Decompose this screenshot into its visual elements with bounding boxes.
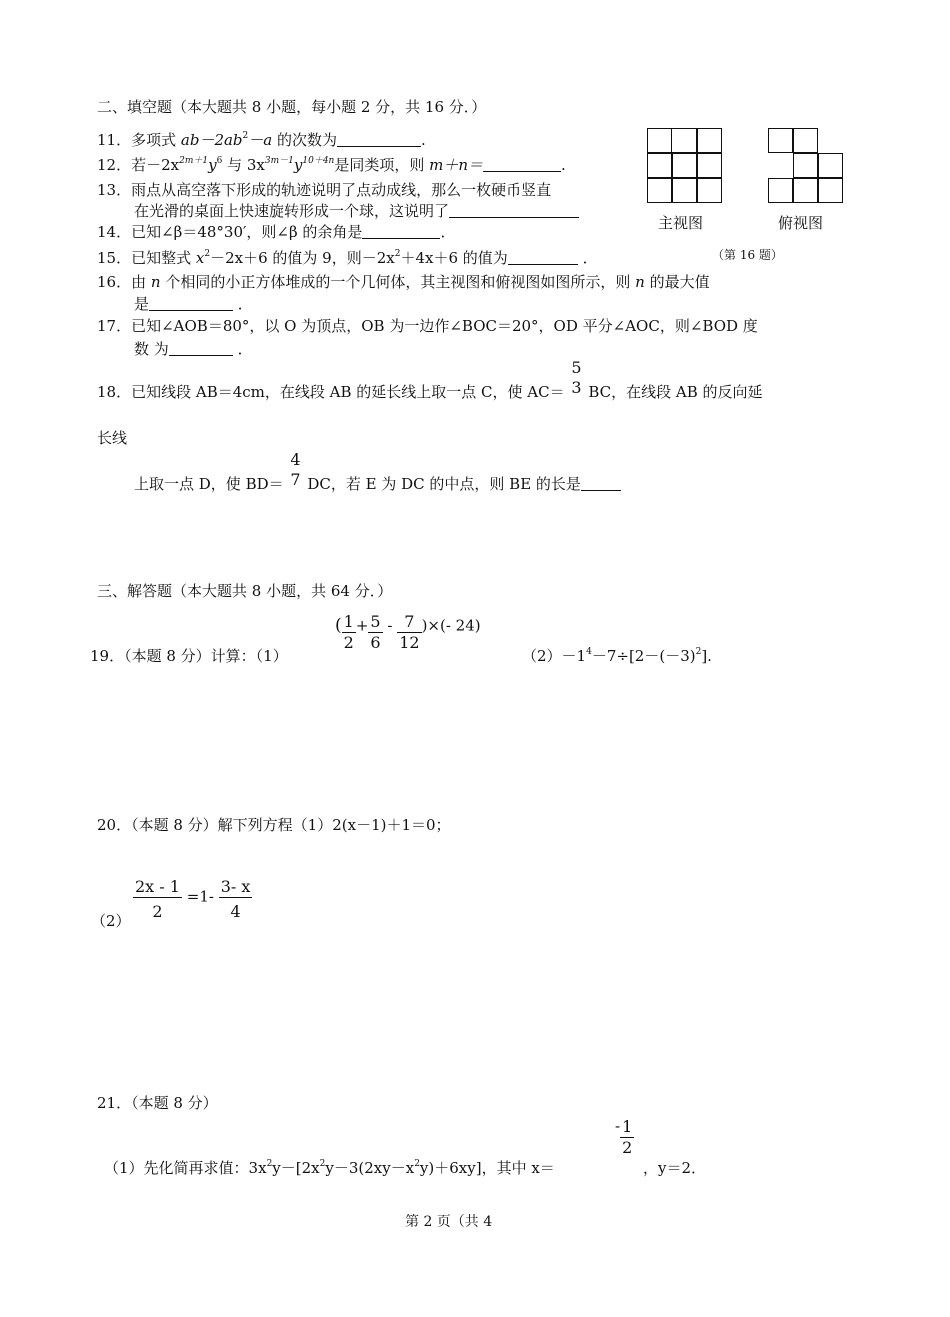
q12-answer-blank[interactable] [483, 157, 561, 172]
q12-pre: 若－2x [131, 156, 180, 174]
q16-num: 16． [97, 273, 132, 291]
front-view-cell [672, 128, 697, 153]
q15-sq: 2 [204, 249, 211, 259]
q21-x-frac [620, 1117, 634, 1158]
q14-text: 已知∠β＝48°30′，则∠β 的余角是 [131, 223, 363, 241]
q15-answer-blank[interactable] [508, 250, 578, 265]
q12-mid: 与 3x [227, 156, 265, 174]
q15-sq2: 2 [394, 249, 401, 259]
q18-line2: 长线 [97, 429, 128, 447]
q15-x: x [195, 249, 205, 267]
q20-part2-label: （2） [91, 912, 131, 930]
q20-left-frac [133, 877, 182, 922]
q17-tail: ． [237, 340, 253, 358]
q13-answer-blank[interactable] [449, 203, 579, 218]
top-view-cell [818, 153, 843, 178]
question-17 [97, 316, 758, 336]
q18-line3-pre: 上取一点 D，使 BD＝ [134, 475, 284, 493]
q11-post: 的次数为 [277, 131, 338, 149]
question-16-line2 [134, 294, 253, 314]
q19-frac-5-6 [368, 612, 382, 653]
question-17-line2 [134, 339, 253, 359]
q11-pre: 多项式 [131, 131, 177, 149]
q19-exp2: 2 [695, 647, 702, 657]
q16-line2: 是 [134, 295, 150, 313]
q12-mn: m＋n＝ [429, 156, 484, 174]
front-view-cell [647, 178, 672, 203]
q12-tail: . [561, 156, 566, 174]
q14-answer-blank[interactable] [362, 224, 440, 239]
q20-num: 20． [97, 816, 132, 834]
q15-mid: －2x＋6 的值为 9，则－2x [210, 249, 395, 267]
q11-expr-b: －2ab [199, 131, 243, 149]
q21-e1: 2 [266, 1159, 273, 1169]
q11-expr-a: ab [180, 131, 200, 149]
q18-answer-blank[interactable] [581, 476, 621, 491]
question-21-part1 [104, 1158, 555, 1178]
page-footer: 第 2 页（共 4 [405, 1214, 493, 1230]
question-18 [97, 358, 763, 402]
q12-y2: y [293, 156, 303, 174]
q20-right-frac [219, 877, 253, 922]
q18-pre: 已知线段 AB＝4cm，在线段 AB 的延长线上取一点 C，使 AC＝ [131, 383, 565, 401]
q21-tail: ，y＝2． [643, 1159, 707, 1177]
q16-line1c: 的最大值 [649, 273, 710, 291]
q21-e3: 2 [414, 1159, 420, 1169]
q14-tail: ． [440, 223, 456, 241]
question-18-line3 [134, 450, 621, 494]
q21-p1b: y－[2x [272, 1159, 320, 1177]
q20-head: （本题 8 分）解下列方程（1）2(x－1)＋1＝0； [131, 816, 451, 834]
q19-f2-den: 6 [370, 633, 381, 652]
q18-frac1-den: 3 [571, 378, 582, 397]
q13-line1: 雨点从高空落下形成的轨迹说明了点动成线，那么一枚硬币竖直 [131, 181, 552, 199]
q17-answer-blank[interactable] [169, 341, 233, 356]
q12-num: 12． [97, 156, 132, 174]
front-view-cell [697, 128, 722, 153]
q19-part2-b: －7÷[2－(－3) [591, 647, 696, 665]
question-16 [97, 272, 710, 292]
q15-pre: 已知整式 [131, 249, 192, 267]
q18-frac1-num: 5 [571, 358, 582, 377]
question-12 [97, 155, 566, 175]
q13-line2: 在光滑的桌面上快速旋转形成一个球，这说明了 [134, 202, 450, 220]
q21-head: （本题 8 分） [131, 1094, 218, 1112]
question-15 [97, 248, 598, 268]
q19-f1-den: 2 [343, 633, 354, 652]
q11-tail: . [421, 131, 426, 149]
q21-x-den: 2 [622, 1137, 633, 1157]
q11-num: 11． [97, 131, 132, 149]
section3-title: 三、解答题（本大题共 8 小题，共 64 分．） [97, 582, 393, 600]
question-13 [97, 180, 551, 200]
q18-line3-post: DC，若 E 为 DC 的中点，则 BE 的长是 [307, 475, 581, 493]
q12-exp2: 6 [216, 156, 223, 166]
q19-f1-num: 1 [343, 612, 354, 631]
front-view-cell [672, 153, 697, 178]
q20-left-den: 2 [152, 902, 163, 921]
q19-f3-den: 12 [399, 633, 420, 652]
q15-num: 15． [97, 249, 132, 267]
front-view-label: 主视图 [658, 214, 704, 232]
top-view-cell [793, 178, 818, 203]
q21-p1c: y－3(2xy－x [325, 1159, 415, 1177]
q21-x-num: 1 [622, 1116, 633, 1136]
top-view-cell [793, 128, 818, 153]
top-view-cell [793, 153, 818, 178]
q21-part1: （1）先化简再求值：3x [104, 1159, 267, 1177]
q20-mid: =1- [186, 887, 214, 906]
top-view-cell [768, 128, 793, 153]
q19-frac-7-12 [397, 612, 421, 653]
q18-num: 18． [97, 383, 132, 401]
q21-xsign: - [615, 1117, 621, 1135]
q17-num: 17． [97, 317, 132, 335]
q19-expression-1: ( $\frac{1}{2}$ + $\frac{5}{6}$ - $\frac{7}{12}$ )×(- 24) [335, 612, 481, 652]
q18-frac2-den: 7 [290, 470, 301, 489]
q18-fraction-4-7 [288, 450, 302, 490]
q12-post: 是同类项，则 [334, 156, 425, 174]
q16-tail: ． [237, 295, 253, 313]
front-view-cell [697, 178, 722, 203]
q19-part2-a: （2）－1 [522, 647, 587, 665]
front-view-cell [672, 178, 697, 203]
q14-num: 14． [97, 223, 132, 241]
section2-title: 二、填空题（本大题共 8 小题，每小题 2 分，共 16 分．） [97, 98, 487, 116]
question-18-line2 [97, 428, 127, 448]
q16-line1b: 个相同的小正方体堆成的一个几何体，其主视图和俯视图如图所示，则 [165, 273, 631, 291]
q15-tail: ． [582, 249, 598, 267]
q17-line2: 数 为 [134, 340, 169, 358]
q21-p1d: y)＋6xy]，其中 x＝ [419, 1159, 555, 1177]
q16-n2: n [635, 273, 645, 291]
question-13-line2 [134, 201, 579, 221]
q21-e2: 2 [319, 1159, 326, 1169]
question-20 [97, 815, 451, 835]
q19-head: （本题 8 分）计算：（1） [124, 647, 288, 665]
q13-num: 13． [97, 181, 132, 199]
q12-exp1: 2m＋1 [179, 156, 209, 166]
q18-post1: BC，在线段 AB 的反向延 [588, 383, 763, 401]
question-21 [97, 1093, 218, 1113]
q12-exp4: 10＋4n [302, 156, 335, 166]
top-view-cell [818, 178, 843, 203]
q16-n: n [150, 273, 161, 291]
q12-y1: y [208, 156, 217, 174]
q19-frac-1-2 [342, 612, 356, 653]
q19-exp: 4 [586, 647, 592, 657]
q16-line1a: 由 [131, 273, 147, 291]
top-view-label: 俯视图 [778, 214, 824, 232]
q15-post: ＋4x＋6 的值为 [400, 249, 508, 267]
q11-expr-c: －a [248, 131, 273, 149]
q20-left-num: 2x - 1 [135, 877, 180, 896]
q19-part2-c: ]. [701, 647, 712, 665]
q21-x-value [615, 1116, 634, 1158]
q16-answer-blank[interactable] [149, 296, 233, 311]
q18-fraction-5-3 [569, 358, 583, 398]
q20-equation [133, 877, 252, 922]
q20-right-num: 3- x [220, 877, 251, 896]
front-view-cell [647, 128, 672, 153]
q19-tail1: )×(- 24) [421, 616, 481, 635]
front-view-cell [647, 153, 672, 178]
q19-f2-num: 5 [370, 612, 381, 631]
q11-answer-blank[interactable] [337, 132, 421, 147]
q12-exp3: 3m－1 [264, 156, 294, 166]
q20-right-den: 4 [230, 902, 241, 921]
top-view-cell [768, 178, 793, 203]
front-view-cell [697, 153, 722, 178]
q19-num: 19． [90, 647, 125, 665]
q21-num: 21． [97, 1094, 132, 1112]
question-11 [97, 130, 426, 150]
q18-frac2-num: 4 [290, 450, 301, 469]
q19-part2 [522, 646, 712, 666]
q19-f3-num: 7 [397, 612, 421, 633]
q19-line [90, 646, 288, 666]
q11-sq: 2 [242, 131, 249, 141]
figure-caption: （第 16 题） [712, 248, 783, 262]
question-14 [97, 222, 455, 242]
q17-line1: 已知∠AOB＝80°，以 O 为顶点，OB 为一边作∠BOC＝20°，OD 平分∠AOC，则∠BOD 度 [131, 317, 758, 335]
